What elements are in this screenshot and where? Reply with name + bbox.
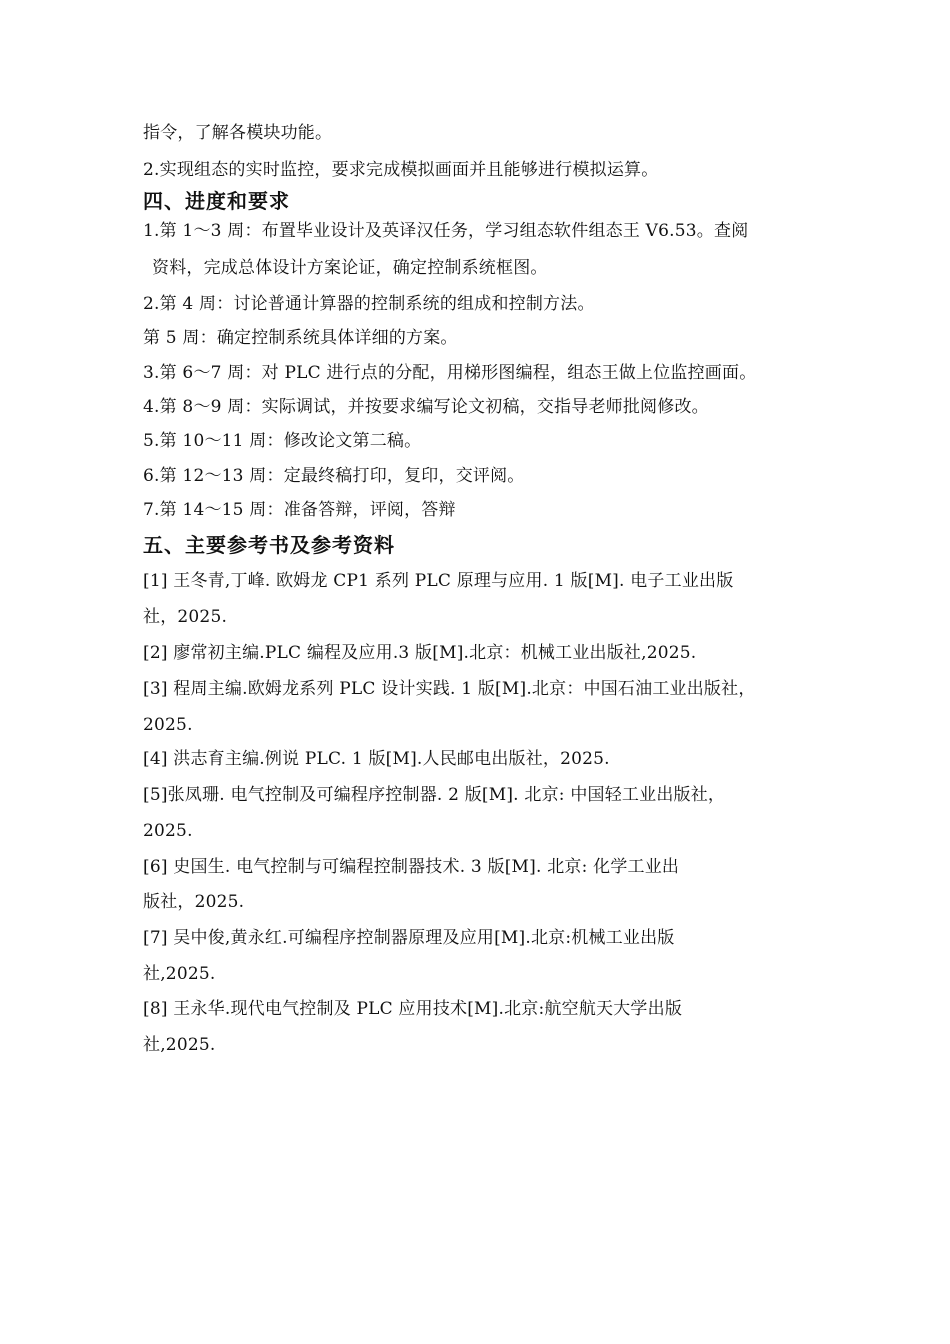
schedule-line-7: 5.第 10～11 周：修改论文第二稿。	[143, 431, 422, 451]
section-4-heading: 四、进度和要求	[143, 189, 290, 213]
intro-line-1: 指令，了解各模块功能。	[143, 123, 333, 143]
intro-line-2: 2.实现组态的实时监控，要求完成模拟画面并且能够进行模拟运算。	[143, 160, 659, 180]
reference-line-12: 社,2025.	[143, 964, 216, 984]
reference-line-5: 2025.	[143, 715, 193, 735]
section-5-heading: 五、主要参考书及参考资料	[143, 533, 395, 557]
reference-line-3: [2] 廖常初主编.PLC 编程及应用.3 版[M].北京：机械工业出版社,2025.	[143, 643, 697, 663]
schedule-line-2: 资料，完成总体设计方案论证，确定控制系统框图。	[152, 258, 548, 278]
schedule-line-4: 第 5 周：确定控制系统具体详细的方案。	[143, 328, 458, 348]
reference-line-8: 2025.	[143, 821, 193, 841]
reference-line-14: 社,2025.	[143, 1035, 216, 1055]
reference-line-2: 社，2025.	[143, 607, 228, 627]
reference-line-6: [4] 洪志育主编.例说 PLC. 1 版[M].人民邮电出版社，2025.	[143, 749, 610, 769]
reference-line-10: 版社，2025.	[143, 892, 245, 912]
schedule-line-9: 7.第 14～15 周：准备答辩，评阅，答辩	[143, 500, 456, 520]
reference-line-13: [8] 王永华.现代电气控制及 PLC 应用技术[M].北京:航空航天大学出版	[143, 999, 683, 1019]
schedule-line-6: 4.第 8～9 周：实际调试，并按要求编写论文初稿，交指导老师批阅修改。	[143, 397, 709, 417]
schedule-line-1: 1.第 1～3 周：布置毕业设计及英译汉任务，学习组态软件组态王 V6.53。查阅	[143, 221, 749, 241]
reference-line-9: [6] 史国生. 电气控制与可编程控制器技术. 3 版[M]. 北京: 化学工业出	[143, 857, 680, 877]
schedule-line-8: 6.第 12～13 周：定最终稿打印，复印，交评阅。	[143, 466, 525, 486]
schedule-line-5: 3.第 6～7 周：对 PLC 进行点的分配，用梯形图编程，组态王做上位监控画面。	[143, 363, 757, 383]
reference-line-7: [5]张凤珊. 电气控制及可编程序控制器. 2 版[M]. 北京: 中国轻工业出版社，	[143, 785, 726, 805]
schedule-line-3: 2.第 4 周：讨论普通计算器的控制系统的组成和控制方法。	[143, 294, 595, 314]
reference-line-11: [7] 吴中俊,黄永红.可编程序控制器原理及应用[M].北京:机械工业出版	[143, 928, 675, 948]
reference-line-4: [3] 程周主编.欧姆龙系列 PLC 设计实践. 1 版[M].北京：中国石油工业出版社，	[143, 679, 756, 699]
reference-line-1: [1] 王冬青,丁峰. 欧姆龙 CP1 系列 PLC 原理与应用. 1 版[M]. 电子工业出版	[143, 571, 734, 591]
